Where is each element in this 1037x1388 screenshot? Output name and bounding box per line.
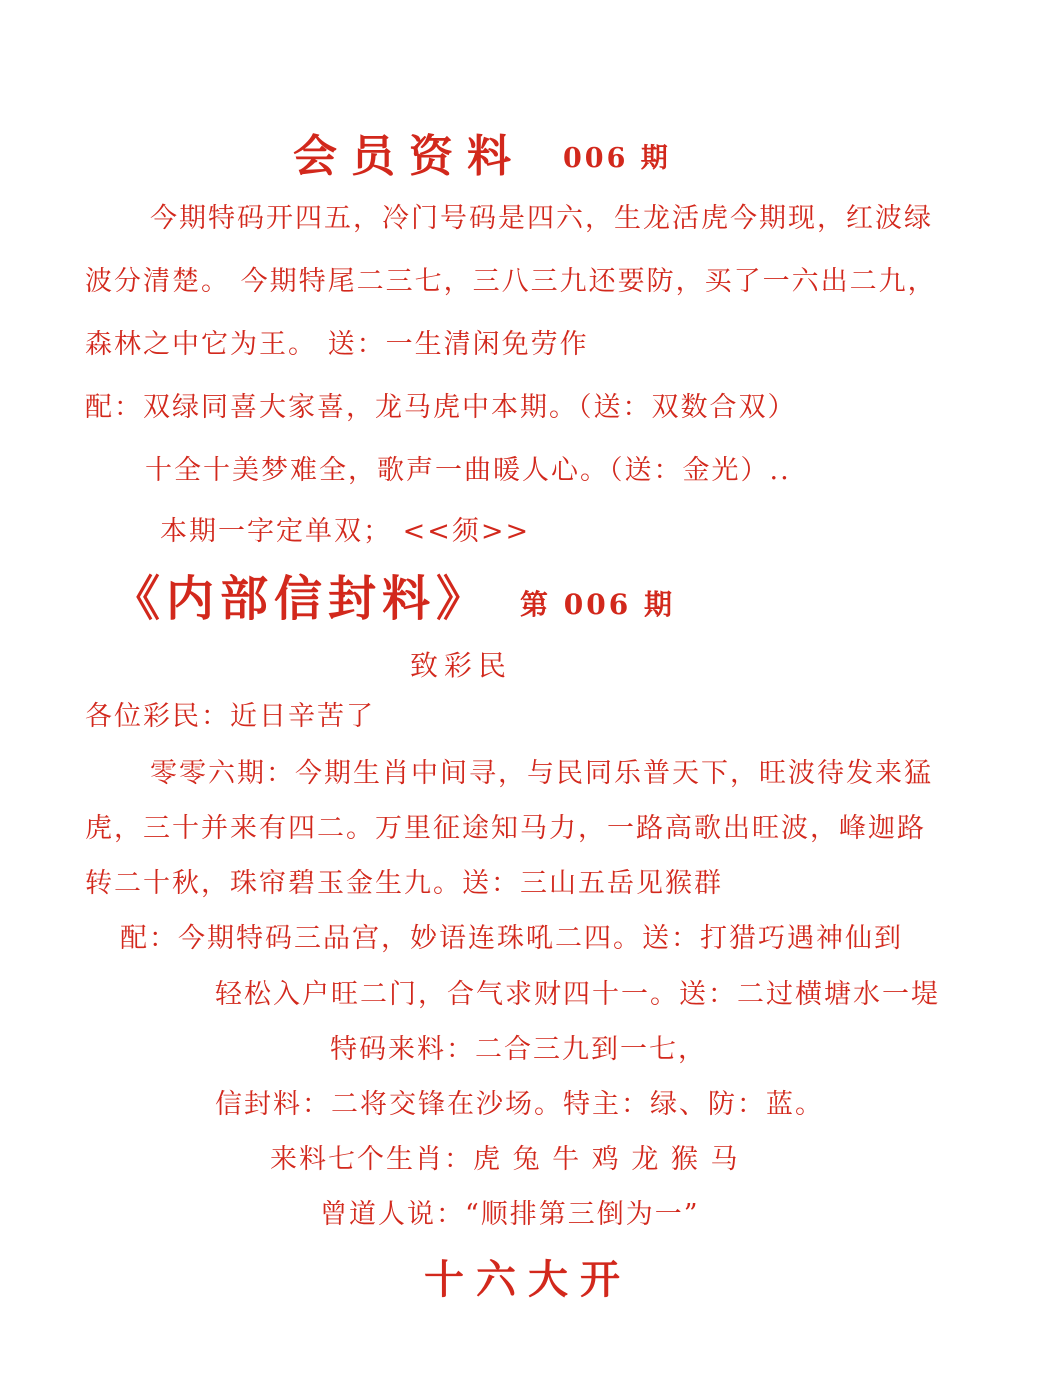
member-text-line: 十全十美梦难全，歌声一曲暖人心。（送：金光）.. [145, 455, 791, 486]
issue-number: 006 期 [563, 143, 671, 174]
envelope-text-line: 各位彩民：近日辛苦了 [85, 701, 375, 732]
envelope-text-line: 轻松入户旺二门，合气求财四十一。送：二过横塘水一堤 [215, 979, 940, 1010]
envelope-section-title: 《内部信封料》 [112, 571, 491, 627]
member-text-line: 波分清楚。 今期特尾二三七，三八三九还要防，买了一六出二九， [85, 266, 937, 297]
footer-text: 十六大开 [424, 1256, 632, 1303]
envelope-text-line: 转二十秋，珠帘碧玉金生九。送：三山五岳见猴群 [85, 868, 723, 899]
envelope-text-line: 零零六期：今期生肖中间寻，与民同乐普天下，旺波待发来猛 [150, 758, 933, 789]
member-text-line: 本期一字定单双； <<须>> [160, 516, 531, 547]
envelope-text-line: 曾道人说：“顺排第三倒为一” [320, 1199, 700, 1230]
envelope-text-line: 特码来料：二合三九到一七， [330, 1034, 707, 1065]
salutation: 致彩民 [410, 649, 513, 682]
envelope-issue-number: 第 006 期 [520, 588, 675, 621]
member-text-line: 森林之中它为王。 送：一生清闲免劳作 [85, 329, 589, 360]
page-title: 会员资料 [293, 131, 525, 182]
member-text-line: 配：双绿同喜大家喜，龙马虎中本期。（送：双数合双） [85, 392, 797, 423]
envelope-text-line: 虎，三十并来有四二。万里征途知马力，一路高歌出旺波，峰迦路 [85, 813, 926, 844]
envelope-text-line: 信封料：二将交锋在沙场。特主：绿、防：蓝。 [215, 1089, 824, 1120]
envelope-text-line: 配：今期特码三品宫，妙语连珠吼二四。送：打猎巧遇神仙到 [120, 923, 903, 954]
envelope-text-line: 来料七个生肖：虎 兔 牛 鸡 龙 猴 马 [270, 1144, 740, 1175]
member-text-line: 今期特码开四五，冷门号码是四六，生龙活虎今期现，红波绿 [150, 203, 933, 234]
